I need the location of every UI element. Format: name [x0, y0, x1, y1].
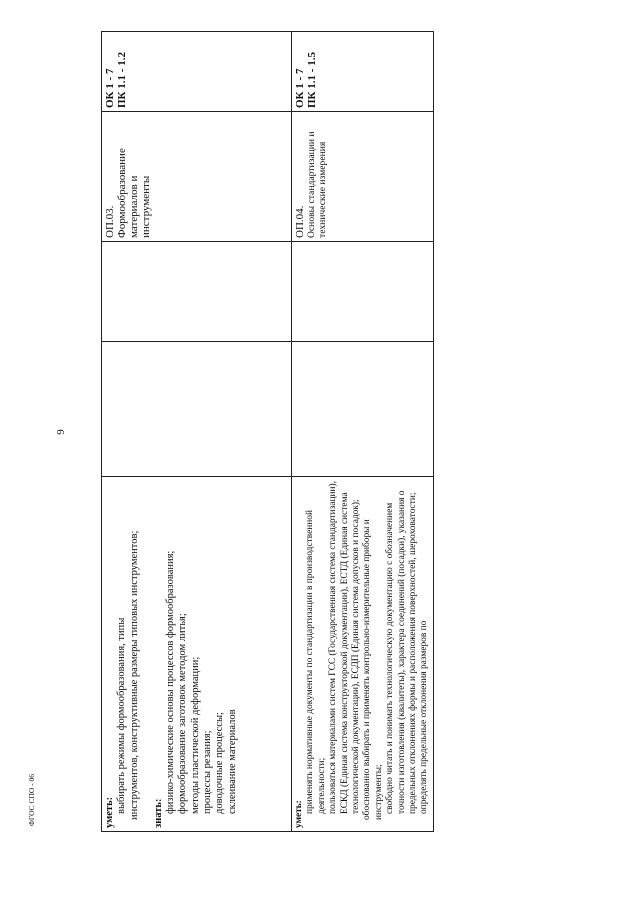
knowledge-cell — [102, 477, 292, 832]
znat-label: знать: — [152, 798, 164, 828]
umet-item: выбирать режимы формообразования, типы — [116, 617, 128, 814]
discipline-code: ОП.04. — [294, 205, 306, 238]
umet-label: уметь: — [104, 796, 115, 828]
znat-item: процессы резания; — [202, 730, 214, 814]
umet-item: применять нормативные документы по стандартизации в производственной деятельности; — [305, 510, 327, 814]
discipline-cell — [292, 112, 434, 242]
discipline-name: Основы стандартизации и технические измерения — [306, 131, 328, 238]
discipline-code: ОП.03. — [104, 205, 116, 238]
table-row — [292, 32, 434, 832]
umet-item: инструментов, конструктивные размеры типовых инструментов; — [128, 530, 140, 820]
umet-item: определять предельные отклонения размеров по — [419, 620, 430, 814]
znat-item: методы пластической деформации; — [189, 656, 201, 814]
umet-item: свободно читать и понимать технологическую документацию с обозначением точности изготовления (квалитеты), характера соединений (посадки), указания о предельных отклонениях формы и расположения поверхностей, шероховатости; — [385, 490, 419, 814]
blank-cell — [102, 242, 292, 342]
competency-cell — [292, 32, 434, 112]
competency-cell — [102, 32, 292, 112]
umet-item: обоснованно выбирать и применять контрольно-измерительные приборы и инструменты; — [362, 519, 384, 820]
blank-cell — [292, 342, 434, 477]
curriculum-table — [101, 31, 434, 832]
competency-pk: ПК 1.1 - 1.2 — [116, 52, 128, 108]
competency-ok: ОК 1 - 7 — [294, 68, 306, 108]
znat-item: физико-химические основы процессов формообразования; — [165, 550, 177, 814]
znat-item: доводочные процессы; — [214, 712, 226, 814]
table-row — [102, 32, 292, 832]
rotated-table-container — [101, 32, 430, 832]
blank-cell — [292, 242, 434, 342]
umet-item: пользоваться материалами систем ГСС (Государственная система стандартизации), ЕСКД (Единая система конструкторской документации), ЕСТД (Единая система технологической документации), ЕСДП (Единая система допусков и посадок); — [328, 481, 362, 814]
discipline-name: Формообразование материалов и инструменты — [116, 148, 152, 238]
znat-item: формообразование заготовок методом литья; — [177, 613, 189, 814]
page-number: 9 — [55, 429, 67, 435]
competency-ok: ОК 1 - 7 — [104, 68, 116, 108]
footer-code: ФГОС СПО - 06 — [27, 773, 36, 826]
umet-label: уметь: — [294, 800, 304, 828]
znat-item: склеивание материалов — [226, 709, 238, 814]
competency-pk: ПК 1.1 - 1.5 — [306, 52, 318, 108]
discipline-cell — [102, 112, 292, 242]
knowledge-cell — [292, 477, 434, 832]
blank-cell — [102, 342, 292, 477]
